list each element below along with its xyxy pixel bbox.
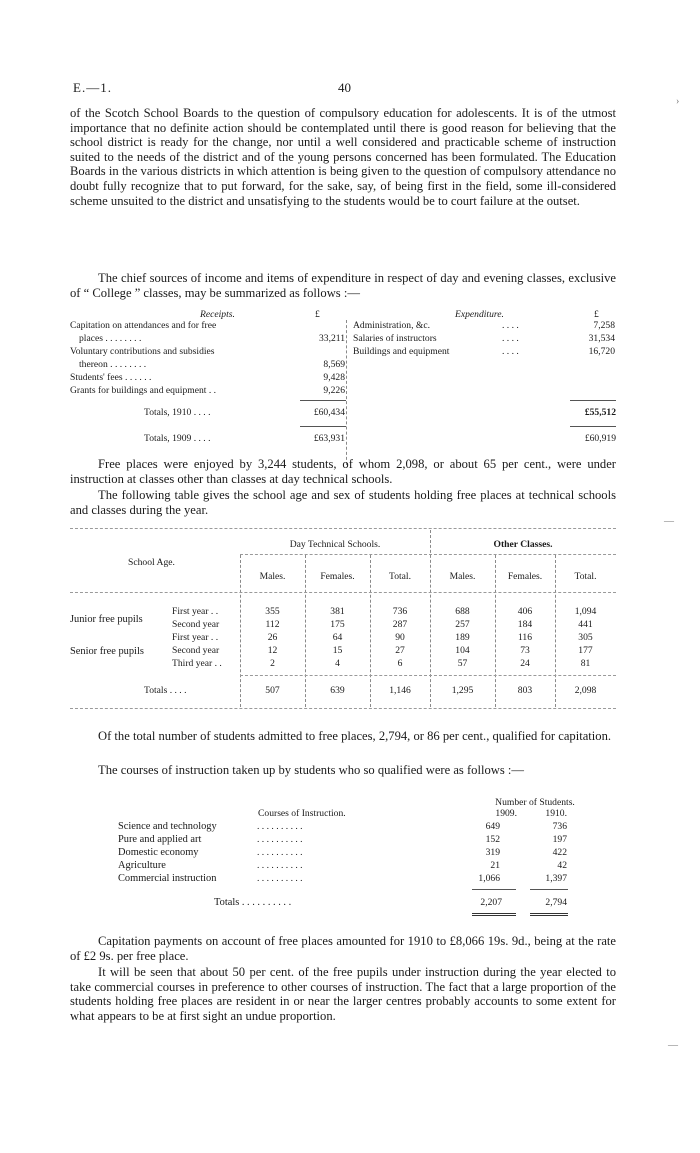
count-1909: 1,066	[478, 873, 500, 884]
cell: 24	[520, 658, 530, 669]
table-top-rule	[70, 528, 616, 529]
receipt-value: 9,428	[323, 372, 345, 383]
col-females: Females.	[320, 571, 355, 582]
table-bottom-rule	[70, 708, 616, 709]
cell: 1,094	[574, 606, 597, 617]
col-males: Males.	[259, 571, 286, 582]
year-label: Third year . .	[172, 658, 222, 669]
totals-label: Totals . . . .	[144, 685, 187, 696]
courses-total-1909: 2,207	[480, 897, 502, 908]
expenditure-label: Buildings and equipment	[353, 346, 450, 357]
expenditure-rule-2	[570, 426, 616, 427]
paragraph-courses-intro: The courses of instruction taken up by students who so qualified were as follows :—	[98, 763, 525, 777]
count-1909: 152	[485, 834, 500, 845]
receipt-label: Students' fees . . . . . .	[70, 372, 152, 383]
expenditure-value: 16,720	[588, 346, 615, 357]
receipt-label: thereon . . . . . . . .	[79, 359, 147, 370]
cell: 2	[270, 658, 275, 669]
year-1910: 1910.	[545, 808, 567, 819]
course-label: Pure and applied art	[118, 834, 202, 845]
course-label: Agriculture	[118, 860, 166, 871]
year-label: First year . .	[172, 606, 219, 617]
receipt-label: Grants for buildings and equipment . .	[70, 385, 217, 396]
expenditure-rule	[570, 400, 616, 401]
totals-1909-label: Totals, 1909 . . . .	[144, 433, 211, 444]
paragraph-free-places: Free places were enjoyed by 3,244 students, of whom 2,098, or about 65 per cent., were under instruction at classes other than classes at day technical schools.	[70, 457, 616, 486]
cell: 441	[578, 619, 593, 630]
receipt-label: places . . . . . . . .	[79, 333, 142, 344]
dot-leader: . . . . . . . . . .	[257, 834, 303, 845]
expenditure-label: Salaries of instructors	[353, 333, 437, 344]
count-1910: 197	[552, 834, 567, 845]
totals-rule	[240, 675, 616, 676]
receipts-rule	[300, 400, 346, 401]
courses-total-1910: 2,794	[545, 897, 567, 908]
double-rule-1910	[530, 913, 568, 916]
senior-label: Senior free pupils	[70, 646, 144, 657]
expenditure-value: 7,258	[593, 320, 615, 331]
cell: 1,295	[451, 685, 474, 696]
cell: 104	[455, 645, 470, 656]
cell: 803	[517, 685, 533, 696]
course-label: Commercial instruction	[118, 873, 217, 884]
receipts-heading: Receipts.	[200, 309, 235, 320]
cell: 2,098	[574, 685, 597, 696]
school-age-header: School Age.	[128, 557, 175, 568]
cell: 57	[457, 658, 468, 669]
count-1910: 42	[557, 860, 567, 871]
expenditure-value: 31,534	[588, 333, 615, 344]
col-males: Males.	[449, 571, 476, 582]
totals-1910-label: Totals, 1910 . . . .	[144, 407, 211, 418]
courses-heading: Courses of Instruction.	[258, 808, 346, 819]
cell: 116	[517, 632, 533, 643]
count-1909: 319	[485, 847, 500, 858]
totals-1909-expenditure: £60,919	[584, 433, 616, 444]
cell: 184	[517, 619, 533, 630]
cell: 90	[395, 632, 405, 643]
cell: 27	[395, 645, 405, 656]
count-1909: 649	[485, 821, 500, 832]
double-rule-1909	[472, 913, 516, 916]
cell: 81	[580, 658, 591, 669]
report-code: E.—1.	[73, 80, 112, 95]
cell: 6	[397, 658, 403, 669]
other-classes-header: Other Classes.	[493, 539, 553, 550]
cell: 177	[578, 645, 593, 656]
header-rule	[240, 554, 616, 555]
subheader-rule	[70, 592, 616, 593]
scan-mark: —	[668, 1040, 678, 1051]
receipt-label: Voluntary contributions and subsidies	[70, 346, 215, 357]
totals-1910-expenditure: £55,512	[584, 407, 616, 418]
receipt-value: 9,226	[323, 385, 345, 396]
scan-mark: —	[664, 516, 674, 527]
cell: 257	[455, 619, 470, 630]
year-label: Second year	[172, 645, 220, 656]
cell: 381	[330, 606, 345, 617]
cell: 736	[392, 606, 408, 617]
cell: 1,146	[389, 685, 411, 696]
receipt-value: 8,569	[323, 359, 345, 370]
expenditure-heading: Expenditure.	[455, 309, 504, 320]
cell: 305	[578, 632, 593, 643]
count-1910: 736	[552, 821, 567, 832]
paragraph-commercial-courses: It will be seen that about 50 per cent. of the free pupils under instruction during the year elected to take commercial courses in preference to other courses of instruction. The fact that a large proportion of the students holding free places are resident in or near the larger centres probably accounts to some extent for what appears to be at first sight an undue proportion.	[70, 965, 616, 1023]
expenditure-dots: . . . .	[502, 320, 519, 331]
paragraph-capitation-payments: Capitation payments on account of free places amounted for 1910 to £8,066 19s. 9d., being at the rate of £2 9s. per free place.	[70, 934, 616, 963]
count-1909: 21	[490, 860, 500, 871]
receipt-value: 33,211	[318, 333, 345, 344]
expenditure-dots: . . . .	[502, 346, 519, 357]
finance-divider	[346, 320, 347, 465]
receipts-pound-sign: £	[315, 309, 320, 320]
cell: 73	[520, 645, 530, 656]
count-1910: 1,397	[545, 873, 567, 884]
totals-rule-1909	[472, 889, 516, 890]
expenditure-label: Administration, &c.	[353, 320, 431, 331]
cell: 507	[265, 685, 280, 696]
dot-leader: . . . . . . . . . .	[257, 873, 303, 884]
year-label: First year . .	[172, 632, 219, 643]
cell: 355	[265, 606, 280, 617]
cell: 406	[517, 606, 533, 617]
cell: 639	[330, 685, 345, 696]
cell: 112	[265, 619, 280, 630]
totals-rule-1910	[530, 889, 568, 890]
dot-leader: . . . . . . . . . .	[257, 860, 303, 871]
courses-totals-label: Totals . . . . . . . . . .	[214, 897, 292, 908]
dot-leader: . . . . . . . . . .	[257, 847, 303, 858]
cell: 15	[332, 645, 343, 656]
cell: 175	[330, 619, 345, 630]
paragraph-capitation-qualified: Of the total number of students admitted to free places, 2,794, or 86 per cent., qualified for capitation.	[98, 729, 612, 743]
col-total: Total.	[574, 571, 597, 582]
count-1910: 422	[552, 847, 567, 858]
year-1909: 1909.	[495, 808, 517, 819]
cell: 189	[455, 632, 470, 643]
junior-label: Junior free pupils	[70, 614, 143, 625]
students-heading: Number of Students.	[495, 797, 575, 808]
cell: 12	[267, 645, 278, 656]
day-schools-header: Day Technical Schools.	[289, 539, 381, 550]
dot-leader: . . . . . . . . . .	[257, 821, 303, 832]
totals-1910-receipts: £60,434	[313, 407, 345, 418]
col-females: Females.	[507, 571, 543, 582]
totals-1909-receipts: £63,931	[313, 433, 345, 444]
year-label: Second year	[172, 619, 220, 630]
paragraph-compulsory-education: of the Scotch School Boards to the question of compulsory education for adolescents. It is of the utmost importance that no definite action should be contemplated until there is good reason for believing that the school district is ready for the change, nor until a well considered and practicable scheme of instruction suited to the needs of the district and of the young persons concerned has been formulated. The Education Boards in the various districts in which attention is being given to the question of compulsory attendance no doubt fully recognize that to put forward, for the sake, say, of being first in the field, some ill-considered scheme unsuited to the district and unsatisfying to the students would be to court failure at the outset.	[70, 106, 616, 208]
course-label: Domestic economy	[118, 847, 199, 858]
course-label: Science and technology	[118, 821, 217, 832]
cell: 26	[267, 632, 278, 643]
col-total: Total.	[389, 571, 411, 582]
cell: 4	[335, 658, 340, 669]
cell: 688	[455, 606, 470, 617]
page-number: 40	[338, 80, 351, 95]
receipt-label: Capitation on attendances and for free	[70, 320, 217, 331]
expenditure-pound-sign: £	[594, 309, 599, 320]
paragraph-table-intro: The following table gives the school age and sex of students holding free places at technical schools and classes during the year.	[70, 488, 616, 517]
cell: 287	[392, 619, 408, 630]
paragraph-income-intro: The chief sources of income and items of expenditure in respect of day and evening classes, exclusive of “ College ” classes, may be summarized as follows :—	[70, 271, 616, 300]
cell: 64	[332, 632, 343, 643]
receipts-rule-2	[300, 426, 346, 427]
expenditure-dots: . . . .	[502, 333, 519, 344]
scan-mark: ›	[676, 96, 680, 107]
